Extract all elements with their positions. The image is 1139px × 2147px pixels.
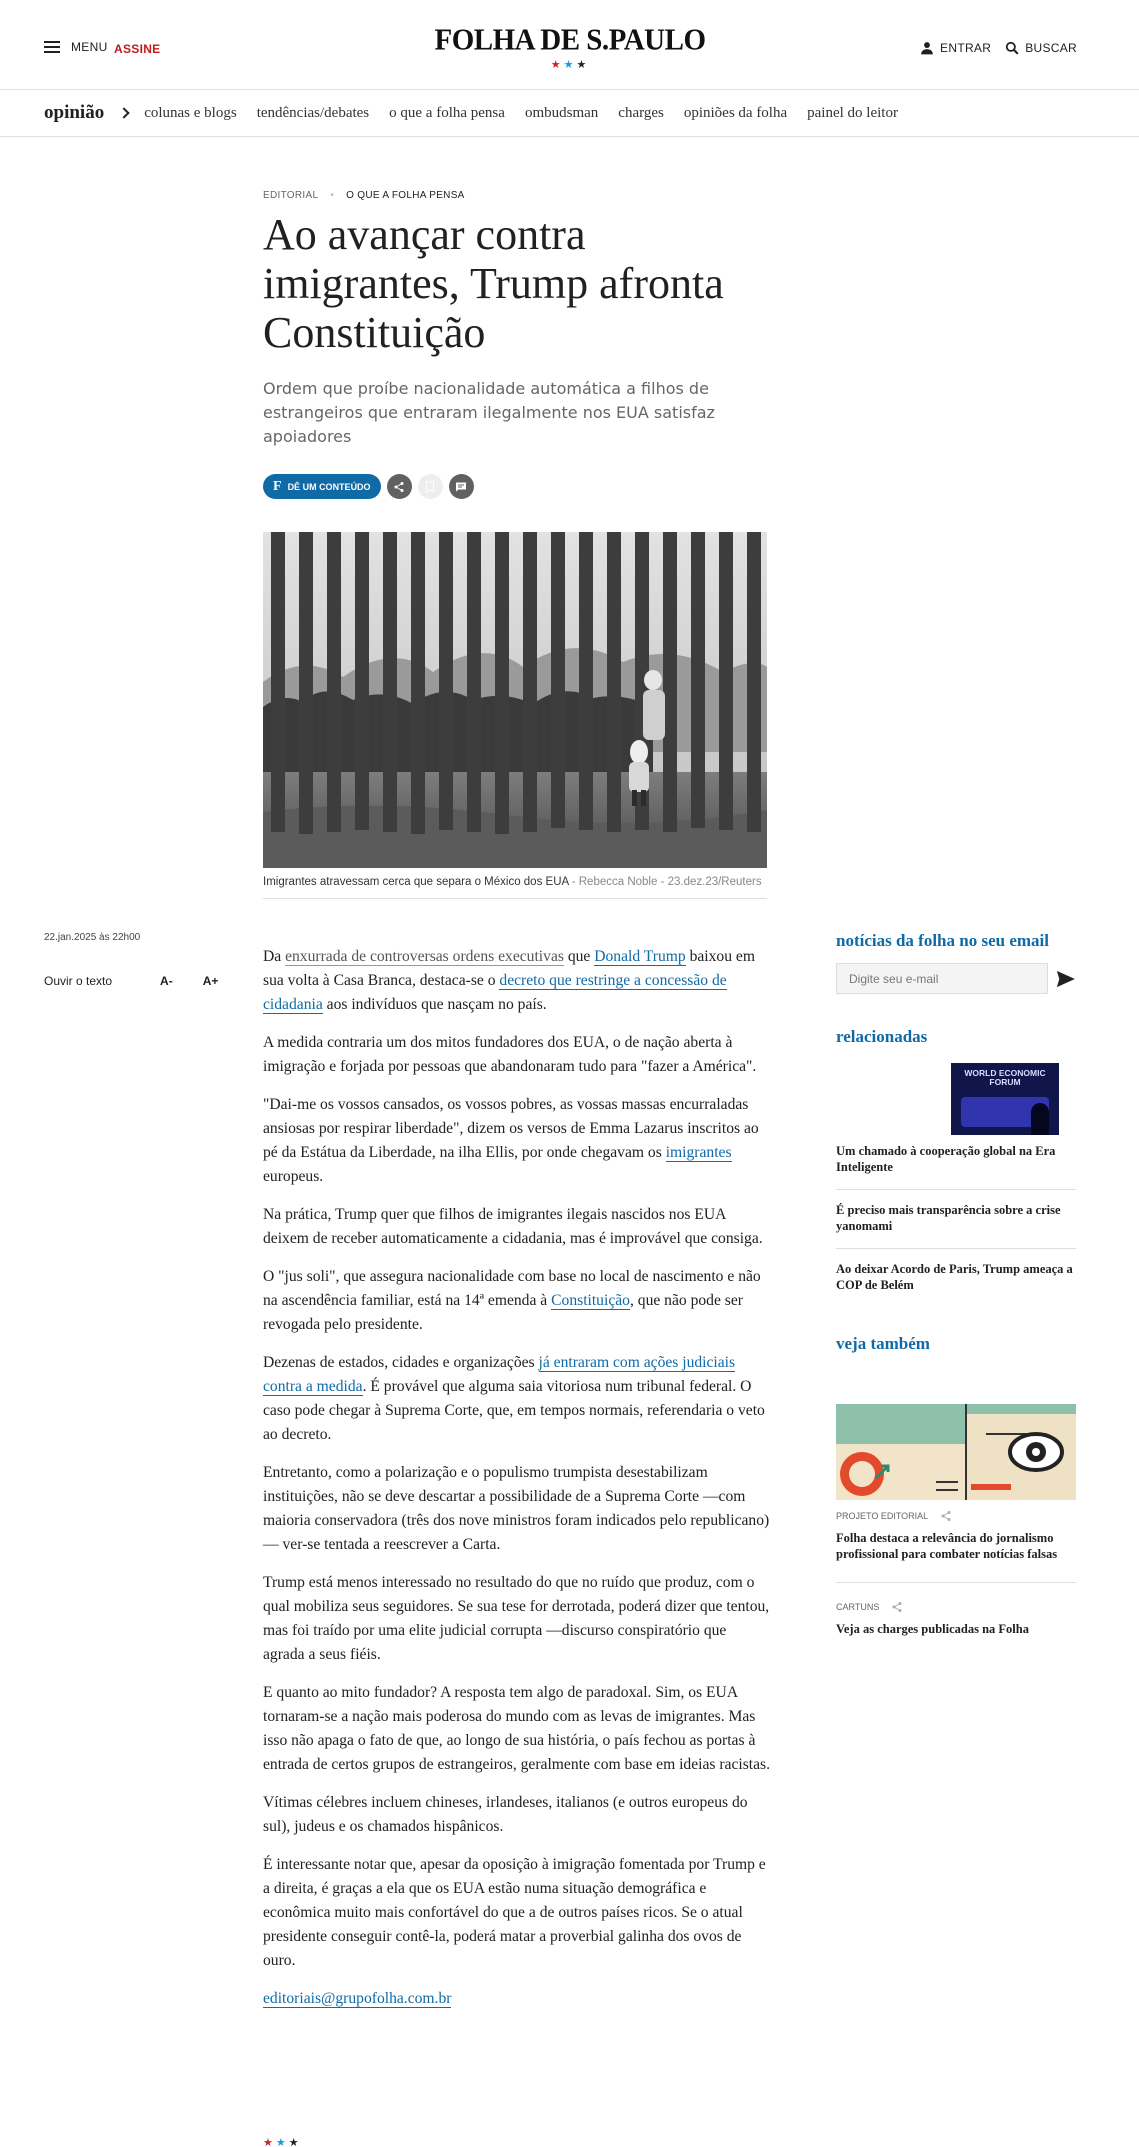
share-icon <box>393 481 405 493</box>
caption-credit: - Rebecca Noble - 23.dez.23/Reuters <box>568 876 762 888</box>
paragraph-text: . É provável que alguma saia vitoriosa num tribunal federal. O caso pode chegar à Suprema Corte, que, em tempos normais, referendaria o veto ao decreto. <box>263 1378 765 1443</box>
related-thumbnail <box>951 1063 1059 1135</box>
section-name[interactable]: opinião <box>44 102 105 123</box>
see-also-kicker <box>836 1510 1076 1522</box>
link-donald-trump[interactable]: Donald Trump <box>594 948 686 965</box>
article-subheadline: Ordem que proíbe nacionalidade automática a filhos de estrangeiros que entraram ilegalmente nos EUA satisfaz apoiadores <box>263 379 715 446</box>
gift-content-label: DÊ UM CONTEÚDO <box>287 481 371 492</box>
paragraph-5 <box>263 1265 771 1337</box>
bookmark-button[interactable] <box>418 474 443 499</box>
cartoons-headline[interactable]: Veja as charges publicadas na Folha <box>836 1622 1029 1636</box>
listen-button[interactable]: Ouvir o texto <box>44 974 113 988</box>
link-ordens-executivas[interactable]: enxurrada de controversas ordens executivas <box>285 948 564 965</box>
comment-icon <box>455 481 467 493</box>
top-right-actions <box>920 41 1077 55</box>
decrease-font-button[interactable]: A- <box>160 974 173 988</box>
related-item[interactable] <box>836 1190 1076 1249</box>
editorial-project-illustration <box>836 1404 1076 1500</box>
paragraph-text: "Dai-me os vossos cansados, os vossos pobres, as vossas massas encurraladas ansiosas por respirar liberdade", dizem os versos de Emma Lazarus inscritos ao pé da Estátua da Liberdade, na ilha Ellis, por onde chegavam os <box>263 1096 759 1161</box>
comments-button[interactable] <box>449 474 474 499</box>
paragraph-11: É interessante notar que, apesar da oposição à imigração fomentada por Trump e a direita, é graças a ela que os EUA estão numa situação demográfica e econômica muito mais confortável do que a de outros países ricos. Se o atual presidente conseguir contê-la, poderá matar a proverbial galinha dos ovos de ouro. <box>263 1856 766 1969</box>
see-also-headline[interactable]: Folha destaca a relevância do jornalismo profissional para combater notícias falsas <box>836 1530 1076 1583</box>
increase-font-button[interactable]: A+ <box>202 974 219 988</box>
newsletter-title: notícias da folha no seu email <box>836 931 1049 950</box>
subscribe-link[interactable]: ASSINE <box>114 42 161 56</box>
article-photo[interactable] <box>263 532 767 868</box>
share-icon[interactable] <box>940 1510 952 1522</box>
menu-button[interactable] <box>44 40 108 54</box>
kicker-type[interactable]: EDITORIAL <box>263 190 319 201</box>
editorial-email-link[interactable]: editoriais@grupofolha.com.br <box>263 1990 452 2007</box>
folha-f-icon: F <box>273 478 282 494</box>
paragraph-text: O "jus soli", que assegura nacionalidade com base no local de nascimento e não na ascendência familiar, está na 14ª emenda à <box>263 1268 761 1309</box>
paragraph-7: Entretanto, como a polarização e o populismo trumpista desestabilizam instituições, não se deve descartar a possibilidade de a Suprema Corte —com maioria conservadora (três dos nove ministros foram indicados pelo republicano)— ver-se tentada a reescrever a Carta. <box>263 1464 770 1553</box>
nav-item-opinioes[interactable]: opiniões da folha <box>683 104 788 121</box>
link-constituicao[interactable]: Constituição <box>551 1292 630 1309</box>
newsletter-form <box>836 963 1076 994</box>
paragraph-9: E quanto ao mito fundador? A resposta tem algo de paradoxal. Sim, os EUA tornaram-se a nação mais poderosa do mundo com as levas de imigrantes. Mas isso não apaga o fato de que, ao longo de sua história, o país fechou as portas à entrada de certos grupos de estrangeiros, geralmente com base em ideias racistas. <box>263 1684 771 1773</box>
paragraph-text: baixou em sua volta à Casa Branca, destaca-se o <box>263 948 755 989</box>
related-item[interactable] <box>836 1063 1076 1190</box>
related-headline: Ao deixar Acordo de Paris, Trump ameaça a COP de Belém <box>836 1262 1073 1292</box>
nav-item-charges[interactable]: charges <box>618 104 664 121</box>
newsletter-email-input[interactable] <box>836 963 1048 994</box>
paragraph-6 <box>263 1351 771 1447</box>
chevron-right-icon <box>119 107 130 118</box>
paragraph-1 <box>263 945 771 1017</box>
link-decreto-cidadania[interactable]: decreto que restringe a concessão de cidadania <box>263 972 727 1013</box>
send-icon[interactable] <box>1056 970 1076 988</box>
search-label: BUSCAR <box>1025 41 1077 55</box>
related-list <box>836 1063 1076 1307</box>
paragraph-text: que <box>563 948 595 965</box>
paragraph-3 <box>263 1093 771 1189</box>
publish-date: 22.jan.2025 às 22h00 <box>44 932 141 943</box>
nav-item-tendencias[interactable]: tendências/debates <box>256 104 370 121</box>
paragraph-text: , que não pode ser revogada pelo presidente. <box>263 1292 743 1333</box>
cartoons-kicker-label[interactable]: CARTUNS <box>836 1602 880 1612</box>
see-also-image[interactable] <box>836 1404 1076 1500</box>
article-kicker <box>263 190 465 201</box>
kicker-section[interactable]: O QUE A FOLHA PENSA <box>346 190 465 201</box>
paragraph-4: Na prática, Trump quer que filhos de imigrantes ilegais nascidos nos EUA deixem de receber automaticamente a cidadania, mas é improvável que consiga. <box>263 1206 763 1247</box>
bookmark-icon <box>425 481 435 493</box>
share-button[interactable] <box>387 474 412 499</box>
kicker-separator: • <box>330 190 335 201</box>
link-imigrantes[interactable]: imigrantes <box>665 1144 732 1161</box>
nav-item-painel-do-leitor[interactable]: painel do leitor <box>807 104 898 121</box>
paragraph-text: aos indivíduos que nasçam no país. <box>322 996 547 1013</box>
border-fence-photo <box>263 532 767 868</box>
section-nav <box>0 89 1139 137</box>
sidebar <box>836 930 1076 1637</box>
user-icon <box>920 41 934 55</box>
see-also-title: veja também <box>836 1334 930 1353</box>
site-logo[interactable] <box>420 24 720 71</box>
logo-stars-icon: ★★★ <box>550 58 590 71</box>
top-bar <box>0 0 1139 90</box>
editorial-email-paragraph <box>263 1987 771 2011</box>
photo-caption <box>263 876 767 899</box>
login-label: ENTRAR <box>940 41 992 55</box>
world-economic-forum-logo: WORLD ECONOMIC FORUM <box>964 1068 1046 1087</box>
hamburger-icon <box>44 41 60 53</box>
nav-item-ombudsman[interactable]: ombudsman <box>524 104 599 121</box>
logo-text: FOLHA DE S.PAULO <box>434 23 706 57</box>
caption-text: Imigrantes atravessam cerca que separa o México dos EUA <box>263 876 569 888</box>
search-icon <box>1005 41 1019 55</box>
paragraph-text: europeus. <box>263 1168 324 1185</box>
related-headline: É preciso mais transparência sobre a crise yanomami <box>836 1203 1061 1233</box>
article-headline: Ao avançar contra imigrantes, Trump afronta Constituição <box>263 210 724 357</box>
paragraph-10: Vítimas célebres incluem chineses, irlandeses, italianos (e outros europeus do sul), judeus e os chamados hispânicos. <box>263 1794 748 1835</box>
paragraph-2: A medida contraria um dos mitos fundadores dos EUA, o de nação aberta à imigração e forjada por pessoas que abandonaram tudo para "fazer a América". <box>263 1034 757 1075</box>
article-actions <box>263 474 474 499</box>
paragraph-text: Dezenas de estados, cidades e organizações <box>263 1354 539 1371</box>
nav-item-colunas[interactable]: colunas e blogs <box>144 104 237 121</box>
menu-label: MENU <box>71 40 108 54</box>
article-body <box>263 945 771 2025</box>
nav-item-o-que-a-folha-pensa[interactable]: o que a folha pensa <box>389 104 505 121</box>
login-button[interactable] <box>920 41 991 55</box>
footer-stars-icon: ★★★ <box>263 2136 302 2147</box>
link-acoes-judiciais[interactable]: já entraram com ações judiciais contra a medida <box>263 1354 736 1395</box>
related-headline: Um chamado à cooperação global na Era Inteligente <box>836 1144 1056 1174</box>
related-item[interactable] <box>836 1249 1076 1307</box>
paragraph-8: Trump está menos interessado no resultado do que no ruído que produz, com o qual mobiliza seus seguidores. Se sua tese for derrotada, poderá dizer que tentou, mas foi traído por uma elite judicial corrupta —discurso conspiratório que agrada a seus fiéis. <box>263 1574 770 1663</box>
cartoons-kicker <box>836 1601 1076 1613</box>
gift-content-button[interactable] <box>263 474 381 499</box>
share-icon[interactable] <box>891 1601 903 1613</box>
reading-tools <box>44 974 218 988</box>
related-title: relacionadas <box>836 1027 928 1046</box>
paragraph-text: Da <box>263 948 286 965</box>
search-button[interactable] <box>1005 41 1077 55</box>
see-also-kicker-label[interactable]: PROJETO EDITORIAL <box>836 1511 929 1521</box>
